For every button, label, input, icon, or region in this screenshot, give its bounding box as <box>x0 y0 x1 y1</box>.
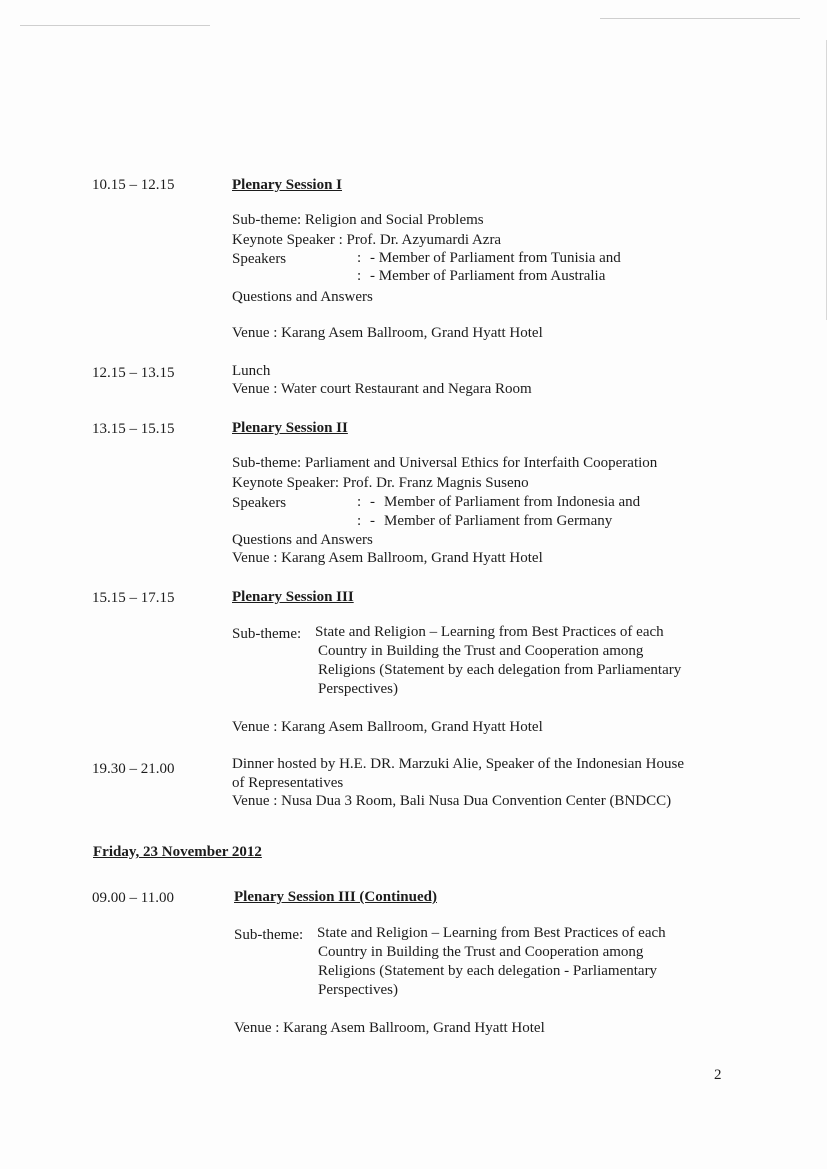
speaker-item: Member of Parliament from Germany <box>384 513 613 529</box>
session-venue: Venue : Nusa Dua 3 Room, Bali Nusa Dua Convention Center (BNDCC) <box>232 793 672 809</box>
speakers-label: Speakers <box>232 495 287 511</box>
session-time: 15.15 – 17.15 <box>92 590 175 606</box>
speaker-dash: - <box>370 513 375 529</box>
session-time: 13.15 – 15.15 <box>92 421 175 437</box>
session-venue: Venue : Karang Asem Ballroom, Grand Hyatt Hotel <box>232 550 543 566</box>
subtheme-line: State and Religion – Learning from Best Practices of each <box>315 624 664 640</box>
dinner-text: Dinner hosted by H.E. DR. Marzuki Alie, Speaker of the Indonesian House <box>232 756 684 772</box>
page-number: 2 <box>714 1067 722 1083</box>
session-keynote: Keynote Speaker: Prof. Dr. Franz Magnis Suseno <box>232 475 529 491</box>
scan-artifact-top-left <box>20 25 210 26</box>
subtheme-line: Perspectives) <box>318 681 398 697</box>
session-time: 19.30 – 21.00 <box>92 761 175 777</box>
subtheme-label: Sub-theme: <box>234 927 304 943</box>
session-venue: Venue : Karang Asem Ballroom, Grand Hyatt Hotel <box>234 1020 545 1036</box>
session-subtheme: Sub-theme: Parliament and Universal Ethics for Interfaith Cooperation <box>232 455 658 471</box>
speaker-dash: - <box>370 494 375 510</box>
speaker-item: - Member of Parliament from Australia <box>370 268 606 284</box>
scan-artifact-top-right <box>600 18 800 19</box>
session-time: 10.15 – 12.15 <box>92 177 175 193</box>
session-qa: Questions and Answers <box>232 289 373 305</box>
subtheme-line: Religions (Statement by each delegation from Parliamentary <box>318 662 682 678</box>
speaker-colon: : <box>357 513 362 529</box>
speakers-label: Speakers <box>232 251 287 267</box>
dinner-text: of Representatives <box>232 775 344 791</box>
speaker-item: - Member of Parliament from Tunisia and <box>370 250 621 266</box>
session-time: 09.00 – 11.00 <box>92 890 174 906</box>
session-title: Plenary Session II <box>232 420 348 436</box>
speaker-colon: : <box>357 268 362 284</box>
session-title: Lunch <box>232 363 271 379</box>
session-time: 12.15 – 13.15 <box>92 365 175 381</box>
session-venue: Venue : Water court Restaurant and Negara Room <box>232 381 532 397</box>
session-title: Plenary Session III (Continued) <box>234 889 437 905</box>
subtheme-line: State and Religion – Learning from Best Practices of each <box>317 925 666 941</box>
speaker-item: Member of Parliament from Indonesia and <box>384 494 641 510</box>
subtheme-line: Perspectives) <box>318 982 398 998</box>
session-title: Plenary Session I <box>232 177 343 193</box>
session-subtheme: Sub-theme: Religion and Social Problems <box>232 212 484 228</box>
subtheme-label: Sub-theme: <box>232 626 302 642</box>
session-qa: Questions and Answers <box>232 532 373 548</box>
speaker-colon: : <box>357 250 362 266</box>
session-title: Plenary Session III <box>232 589 354 605</box>
subtheme-line: Country in Building the Trust and Cooperation among <box>318 643 644 659</box>
subtheme-line: Religions (Statement by each delegation - Parliamentary <box>318 963 658 979</box>
speaker-colon: : <box>357 494 362 510</box>
session-venue: Venue : Karang Asem Ballroom, Grand Hyatt Hotel <box>232 719 543 735</box>
session-venue: Venue : Karang Asem Ballroom, Grand Hyatt Hotel <box>232 325 543 341</box>
day-heading: Friday, 23 November 2012 <box>93 844 262 860</box>
session-keynote: Keynote Speaker : Prof. Dr. Azyumardi Azra <box>232 232 502 248</box>
subtheme-line: Country in Building the Trust and Cooperation among <box>318 944 644 960</box>
